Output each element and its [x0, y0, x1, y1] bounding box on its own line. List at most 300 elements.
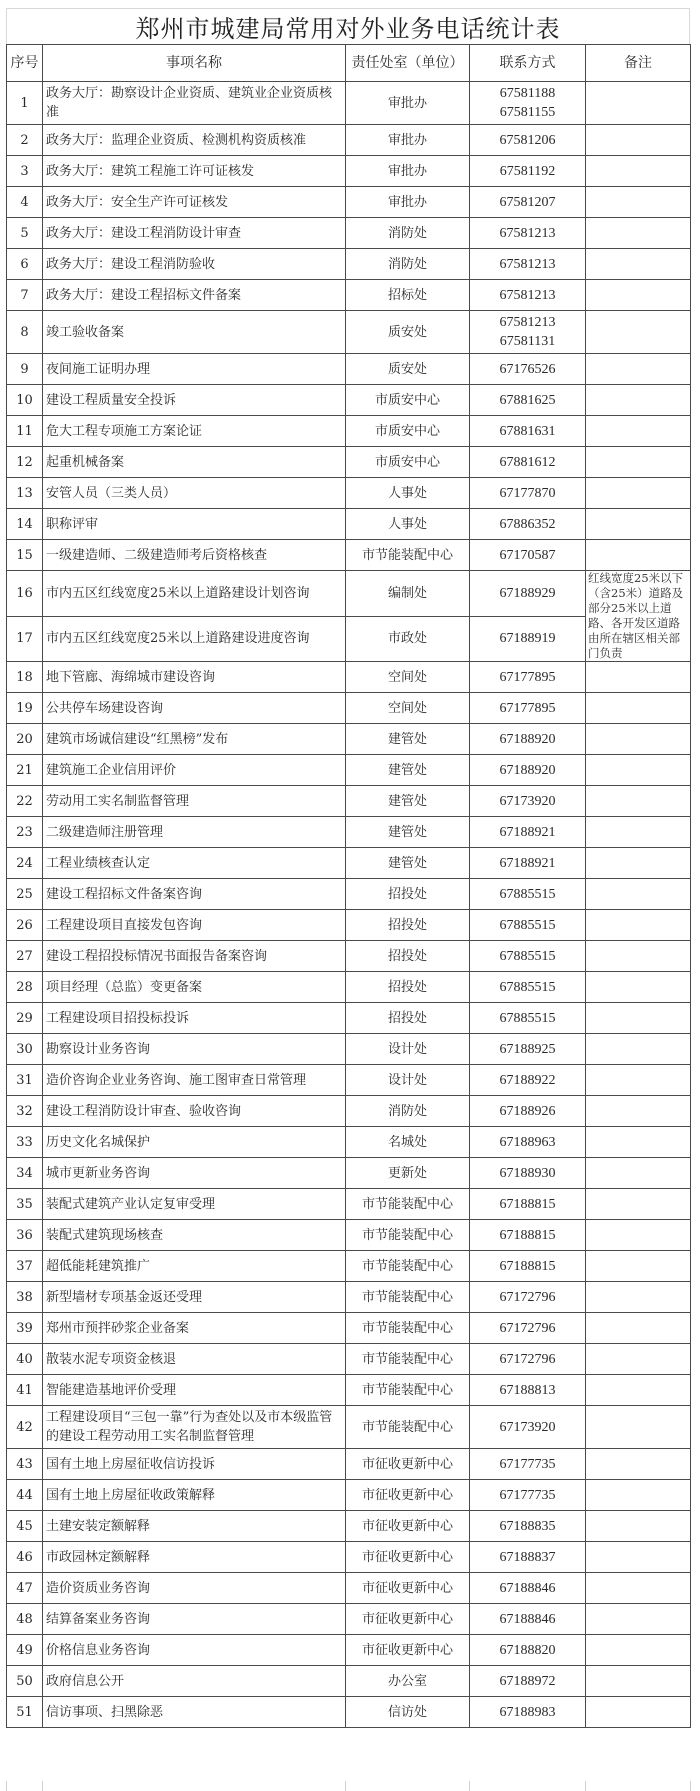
- grid-continuation: [6, 1781, 690, 1791]
- responsible-dept: 市政处: [346, 616, 470, 662]
- contact-phone: [470, 848, 586, 879]
- responsible-dept: 招投处: [346, 941, 470, 972]
- item-name: 市内五区红线宽度25米以上道路建设计划咨询: [43, 571, 346, 617]
- contact-phone: [470, 693, 586, 724]
- item-name: 政务大厅：建设工程消防验收: [43, 249, 346, 280]
- phone-number: 67188929: [499, 585, 556, 601]
- row-number: 14: [7, 509, 43, 540]
- header-dept: 责任处室（单位）: [346, 45, 470, 82]
- row-number: 46: [7, 1542, 43, 1573]
- row-number: 27: [7, 941, 43, 972]
- item-name: 政务大厅：建设工程消防设计审查: [43, 218, 346, 249]
- responsible-dept: 审批办: [346, 125, 470, 156]
- responsible-dept: 办公室: [346, 1666, 470, 1697]
- table-row: [7, 1282, 691, 1313]
- contact-phone: [470, 755, 586, 786]
- table-row: [7, 1697, 691, 1728]
- phone-number: 67188972: [499, 1673, 556, 1689]
- table-row: [7, 1542, 691, 1573]
- item-name: 信访事项、扫黑除恶: [43, 1697, 346, 1728]
- responsible-dept: 市征收更新中心: [346, 1573, 470, 1604]
- responsible-dept: 招投处: [346, 972, 470, 1003]
- item-name: 政府信息公开: [43, 1666, 346, 1697]
- phone-number: 67188920: [499, 731, 556, 747]
- item-name: 城市更新业务咨询: [43, 1158, 346, 1189]
- table-row: [7, 1666, 691, 1697]
- contact-phone: [470, 125, 586, 156]
- responsible-dept: 人事处: [346, 509, 470, 540]
- remark-empty: [586, 1542, 691, 1573]
- table-row: [7, 848, 691, 879]
- phone-number: 67885515: [499, 1010, 556, 1026]
- remark-empty: [586, 1220, 691, 1251]
- row-number: 2: [7, 125, 43, 156]
- phone-number: 67581213: [499, 287, 556, 303]
- phone-number: 67581206: [499, 132, 556, 148]
- phone-number: 67581213: [499, 225, 556, 241]
- remark-empty: [586, 848, 691, 879]
- phone-number: 67885515: [499, 886, 556, 902]
- contact-phone: [470, 156, 586, 187]
- header-index: 序号: [7, 45, 43, 82]
- row-number: 47: [7, 1573, 43, 1604]
- phone-number: 67188846: [499, 1611, 556, 1627]
- table-row: [7, 187, 691, 218]
- item-name: 建筑施工企业信用评价: [43, 755, 346, 786]
- phone-number: 67176526: [499, 361, 556, 377]
- row-number: 7: [7, 280, 43, 311]
- contact-phone: [470, 1375, 586, 1406]
- row-number: 15: [7, 540, 43, 571]
- remark-empty: [586, 755, 691, 786]
- row-number: 48: [7, 1604, 43, 1635]
- phone-number: 67188835: [499, 1518, 556, 1534]
- remark-empty: [586, 311, 691, 354]
- row-number: 17: [7, 616, 43, 662]
- phone-number: 67885515: [499, 979, 556, 995]
- responsible-dept: 建管处: [346, 755, 470, 786]
- remark-empty: [586, 1096, 691, 1127]
- item-name: 土建安装定额解释: [43, 1511, 346, 1542]
- item-name: 一级建造师、二级建造师考后资格核查: [43, 540, 346, 571]
- table-row: [7, 910, 691, 941]
- phone-directory-table: [6, 44, 691, 1728]
- header-note: 备注: [586, 45, 691, 82]
- remark-empty: [586, 1127, 691, 1158]
- phone-number: 67881631: [499, 423, 556, 439]
- phone-number: 67177870: [499, 485, 556, 501]
- phone-number: 67885515: [499, 948, 556, 964]
- table-row: [7, 1635, 691, 1666]
- responsible-dept: 设计处: [346, 1065, 470, 1096]
- item-name: 建设工程消防设计审查、验收咨询: [43, 1096, 346, 1127]
- contact-phone: [470, 311, 586, 354]
- table-row: [7, 879, 691, 910]
- responsible-dept: 设计处: [346, 1034, 470, 1065]
- remark-empty: [586, 1604, 691, 1635]
- contact-phone: [470, 82, 586, 125]
- table-row: [7, 311, 691, 354]
- contact-phone: [470, 478, 586, 509]
- remark-empty: [586, 1375, 691, 1406]
- item-name: 装配式建筑产业认定复审受理: [43, 1189, 346, 1220]
- item-name: 政务大厅：勘察设计企业资质、建筑业企业资质核准: [43, 82, 346, 125]
- phone-number: 67172796: [499, 1289, 556, 1305]
- contact-phone: [470, 509, 586, 540]
- item-name: 安管人员（三类人员）: [43, 478, 346, 509]
- responsible-dept: 市征收更新中心: [346, 1604, 470, 1635]
- item-name: 地下管廊、海绵城市建设咨询: [43, 662, 346, 693]
- responsible-dept: 市质安中心: [346, 447, 470, 478]
- responsible-dept: 市征收更新中心: [346, 1511, 470, 1542]
- phone-number: 67581192: [499, 163, 556, 179]
- row-number: 25: [7, 879, 43, 910]
- table-row: [7, 478, 691, 509]
- item-name: 政务大厅：监理企业资质、检测机构资质核准: [43, 125, 346, 156]
- row-number: 8: [7, 311, 43, 354]
- row-number: 44: [7, 1480, 43, 1511]
- table-row: [7, 1220, 691, 1251]
- table-row: [7, 941, 691, 972]
- table-row: [7, 509, 691, 540]
- table-row: [7, 1449, 691, 1480]
- row-number: 37: [7, 1251, 43, 1282]
- remark-empty: [586, 879, 691, 910]
- contact-phone: [470, 249, 586, 280]
- contact-phone: [470, 1282, 586, 1313]
- responsible-dept: 市质安中心: [346, 385, 470, 416]
- responsible-dept: 建管处: [346, 724, 470, 755]
- contact-phone: [470, 447, 586, 478]
- item-name: 郑州市预拌砂浆企业备案: [43, 1313, 346, 1344]
- remark-empty: [586, 1666, 691, 1697]
- remark-empty: [586, 1406, 691, 1449]
- row-number: 36: [7, 1220, 43, 1251]
- phone-number: 67881612: [499, 454, 556, 470]
- table-row: [7, 724, 691, 755]
- item-name: 市政园林定额解释: [43, 1542, 346, 1573]
- responsible-dept: 消防处: [346, 1096, 470, 1127]
- contact-phone: [470, 280, 586, 311]
- contact-phone: [470, 1511, 586, 1542]
- item-name: 项目经理（总监）变更备案: [43, 972, 346, 1003]
- remark-empty: [586, 509, 691, 540]
- responsible-dept: 市节能装配中心: [346, 1251, 470, 1282]
- row-number: 18: [7, 662, 43, 693]
- row-number: 16: [7, 571, 43, 617]
- responsible-dept: 市节能装配中心: [346, 1282, 470, 1313]
- phone-number: 67581131: [499, 334, 556, 349]
- row-number: 26: [7, 910, 43, 941]
- responsible-dept: 建管处: [346, 848, 470, 879]
- remark-empty: [586, 1282, 691, 1313]
- remark-empty: [586, 156, 691, 187]
- remark-empty: [586, 280, 691, 311]
- remark-empty: [586, 540, 691, 571]
- contact-phone: [470, 1313, 586, 1344]
- row-number: 35: [7, 1189, 43, 1220]
- contact-phone: [470, 1344, 586, 1375]
- remark-empty: [586, 218, 691, 249]
- remark-empty: [586, 662, 691, 693]
- item-name: 国有土地上房屋征收信访投诉: [43, 1449, 346, 1480]
- item-name: 建设工程招标文件备案咨询: [43, 879, 346, 910]
- remark-empty: [586, 972, 691, 1003]
- phone-number: 67188925: [499, 1041, 556, 1057]
- header-row: [7, 45, 691, 82]
- row-number: 42: [7, 1406, 43, 1449]
- responsible-dept: 人事处: [346, 478, 470, 509]
- phone-number: 67188815: [499, 1227, 556, 1243]
- table-row: [7, 385, 691, 416]
- row-number: 19: [7, 693, 43, 724]
- responsible-dept: 空间处: [346, 662, 470, 693]
- table-row: [7, 786, 691, 817]
- responsible-dept: 建管处: [346, 786, 470, 817]
- item-name: 公共停车场建设咨询: [43, 693, 346, 724]
- contact-phone: [470, 817, 586, 848]
- remark-empty: [586, 817, 691, 848]
- contact-phone: [470, 385, 586, 416]
- table-row: [7, 571, 691, 617]
- row-number: 43: [7, 1449, 43, 1480]
- table-row: [7, 693, 691, 724]
- phone-number: 67173920: [499, 1419, 556, 1435]
- contact-phone: [470, 1189, 586, 1220]
- item-name: 二级建造师注册管理: [43, 817, 346, 848]
- table-row: [7, 1034, 691, 1065]
- header-contact: 联系方式: [470, 45, 586, 82]
- phone-number: 67188983: [499, 1704, 556, 1720]
- responsible-dept: 质安处: [346, 311, 470, 354]
- contact-phone: [470, 1480, 586, 1511]
- contact-phone: [470, 416, 586, 447]
- phone-number: 67188921: [499, 855, 556, 871]
- row-number: 34: [7, 1158, 43, 1189]
- phone-number: 67581213: [499, 315, 556, 330]
- remark-empty: [586, 1313, 691, 1344]
- table-row: [7, 755, 691, 786]
- table-row: [7, 125, 691, 156]
- phone-directory-sheet: [6, 8, 690, 1728]
- remark-empty: [586, 82, 691, 125]
- responsible-dept: 市节能装配中心: [346, 1375, 470, 1406]
- responsible-dept: 审批办: [346, 187, 470, 218]
- phone-number: 67177895: [499, 700, 556, 716]
- remark-empty: [586, 125, 691, 156]
- row-number: 28: [7, 972, 43, 1003]
- table-row: [7, 1251, 691, 1282]
- item-name: 竣工验收备案: [43, 311, 346, 354]
- phone-number: 67188930: [499, 1165, 556, 1181]
- remark-empty: [586, 1511, 691, 1542]
- item-name: 工程业绩核查认定: [43, 848, 346, 879]
- remark-empty: [586, 354, 691, 385]
- row-number: 23: [7, 817, 43, 848]
- contact-phone: [470, 218, 586, 249]
- item-name: 历史文化名城保护: [43, 1127, 346, 1158]
- contact-phone: [470, 1220, 586, 1251]
- remark-empty: [586, 693, 691, 724]
- phone-number: 67188926: [499, 1103, 556, 1119]
- table-row: [7, 540, 691, 571]
- phone-number: 67188846: [499, 1580, 556, 1596]
- responsible-dept: 市节能装配中心: [346, 1189, 470, 1220]
- table-row: [7, 1189, 691, 1220]
- remark-empty: [586, 187, 691, 218]
- item-name: 国有土地上房屋征收政策解释: [43, 1480, 346, 1511]
- phone-number: 67188919: [499, 631, 556, 647]
- row-number: 40: [7, 1344, 43, 1375]
- responsible-dept: 编制处: [346, 571, 470, 617]
- remark-empty: [586, 1344, 691, 1375]
- row-number: 45: [7, 1511, 43, 1542]
- remark-empty: [586, 447, 691, 478]
- contact-phone: [470, 616, 586, 662]
- remark-empty: [586, 1003, 691, 1034]
- phone-number: 67881625: [499, 392, 556, 408]
- remark-empty: [586, 724, 691, 755]
- contact-phone: [470, 910, 586, 941]
- remark-empty: [586, 1573, 691, 1604]
- row-number: 3: [7, 156, 43, 187]
- row-number: 21: [7, 755, 43, 786]
- phone-number: 67170587: [499, 547, 556, 563]
- row-number: 50: [7, 1666, 43, 1697]
- item-name: 超低能耗建筑推广: [43, 1251, 346, 1282]
- responsible-dept: 审批办: [346, 156, 470, 187]
- item-name: 政务大厅：安全生产许可证核发: [43, 187, 346, 218]
- phone-number: 67172796: [499, 1320, 556, 1336]
- contact-phone: [470, 1065, 586, 1096]
- phone-number: 67886352: [499, 516, 556, 532]
- remark-empty: [586, 1065, 691, 1096]
- item-name: 建设工程质量安全投诉: [43, 385, 346, 416]
- item-name: 起重机械备案: [43, 447, 346, 478]
- row-number: 9: [7, 354, 43, 385]
- contact-phone: [470, 662, 586, 693]
- phone-number: 67188837: [499, 1549, 556, 1565]
- item-name: 智能建造基地评价受理: [43, 1375, 346, 1406]
- item-name: 装配式建筑现场核查: [43, 1220, 346, 1251]
- item-name: 结算备案业务咨询: [43, 1604, 346, 1635]
- responsible-dept: 更新处: [346, 1158, 470, 1189]
- row-number: 51: [7, 1697, 43, 1728]
- responsible-dept: 名城处: [346, 1127, 470, 1158]
- remark-empty: [586, 1635, 691, 1666]
- row-number: 5: [7, 218, 43, 249]
- remark-empty: [586, 786, 691, 817]
- page-title: 郑州市城建局常用对外业务电话统计表: [6, 8, 690, 44]
- remark-empty: [586, 478, 691, 509]
- remark-note: 红线宽度25米以下（含25米）道路及部分25米以上道路、各开发区道路由所在辖区相关部门负责: [586, 571, 691, 662]
- contact-phone: [470, 571, 586, 617]
- table-row: [7, 1375, 691, 1406]
- contact-phone: [470, 941, 586, 972]
- remark-empty: [586, 1697, 691, 1728]
- phone-number: 67581188: [499, 86, 556, 101]
- table-row: [7, 354, 691, 385]
- responsible-dept: 市征收更新中心: [346, 1449, 470, 1480]
- item-name: 危大工程专项施工方案论证: [43, 416, 346, 447]
- phone-number: 67188815: [499, 1196, 556, 1212]
- table-row: [7, 1480, 691, 1511]
- responsible-dept: 建管处: [346, 817, 470, 848]
- phone-number: 67188820: [499, 1642, 556, 1658]
- row-number: 38: [7, 1282, 43, 1313]
- row-number: 6: [7, 249, 43, 280]
- responsible-dept: 审批办: [346, 82, 470, 125]
- contact-phone: [470, 879, 586, 910]
- contact-phone: [470, 1573, 586, 1604]
- table-row: [7, 972, 691, 1003]
- row-number: 33: [7, 1127, 43, 1158]
- row-number: 1: [7, 82, 43, 125]
- responsible-dept: 市节能装配中心: [346, 1313, 470, 1344]
- responsible-dept: 招投处: [346, 879, 470, 910]
- responsible-dept: 招投处: [346, 910, 470, 941]
- item-name: 职称评审: [43, 509, 346, 540]
- row-number: 24: [7, 848, 43, 879]
- remark-empty: [586, 1251, 691, 1282]
- table-row: [7, 1344, 691, 1375]
- header-item: 事项名称: [43, 45, 346, 82]
- responsible-dept: 市质安中心: [346, 416, 470, 447]
- remark-empty: [586, 385, 691, 416]
- table-row: [7, 218, 691, 249]
- table-row: [7, 1313, 691, 1344]
- table-row: [7, 1573, 691, 1604]
- item-name: 劳动用工实名制监督管理: [43, 786, 346, 817]
- responsible-dept: 空间处: [346, 693, 470, 724]
- contact-phone: [470, 187, 586, 218]
- table-row: [7, 82, 691, 125]
- contact-phone: [470, 1251, 586, 1282]
- item-name: 建设工程招投标情况书面报告备案咨询: [43, 941, 346, 972]
- responsible-dept: 消防处: [346, 218, 470, 249]
- phone-number: 67188963: [499, 1134, 556, 1150]
- table-row: [7, 249, 691, 280]
- table-row: [7, 1096, 691, 1127]
- responsible-dept: 市征收更新中心: [346, 1635, 470, 1666]
- row-number: 29: [7, 1003, 43, 1034]
- table-row: [7, 156, 691, 187]
- item-name: 勘察设计业务咨询: [43, 1034, 346, 1065]
- item-name: 新型墙材专项基金返还受理: [43, 1282, 346, 1313]
- responsible-dept: 招标处: [346, 280, 470, 311]
- phone-number: 67172796: [499, 1351, 556, 1367]
- contact-phone: [470, 1034, 586, 1065]
- table-row: [7, 1406, 691, 1449]
- contact-phone: [470, 1604, 586, 1635]
- phone-number: 67581207: [499, 194, 556, 210]
- remark-empty: [586, 1158, 691, 1189]
- table-row: [7, 1604, 691, 1635]
- remark-empty: [586, 1480, 691, 1511]
- item-name: 市内五区红线宽度25米以上道路建设进度咨询: [43, 616, 346, 662]
- item-name: 工程建设项目招投标投诉: [43, 1003, 346, 1034]
- row-number: 20: [7, 724, 43, 755]
- table-row: [7, 1511, 691, 1542]
- table-row: [7, 1158, 691, 1189]
- item-name: 工程建设项目“三包一靠”行为查处以及市本级监管的建设工程劳动用工实名制监督管理: [43, 1406, 346, 1449]
- phone-number: 67188815: [499, 1258, 556, 1274]
- table-row: [7, 1065, 691, 1096]
- phone-number: 67177735: [499, 1456, 556, 1472]
- table-body: [7, 82, 691, 1728]
- item-name: 政务大厅：建设工程招标文件备案: [43, 280, 346, 311]
- row-number: 31: [7, 1065, 43, 1096]
